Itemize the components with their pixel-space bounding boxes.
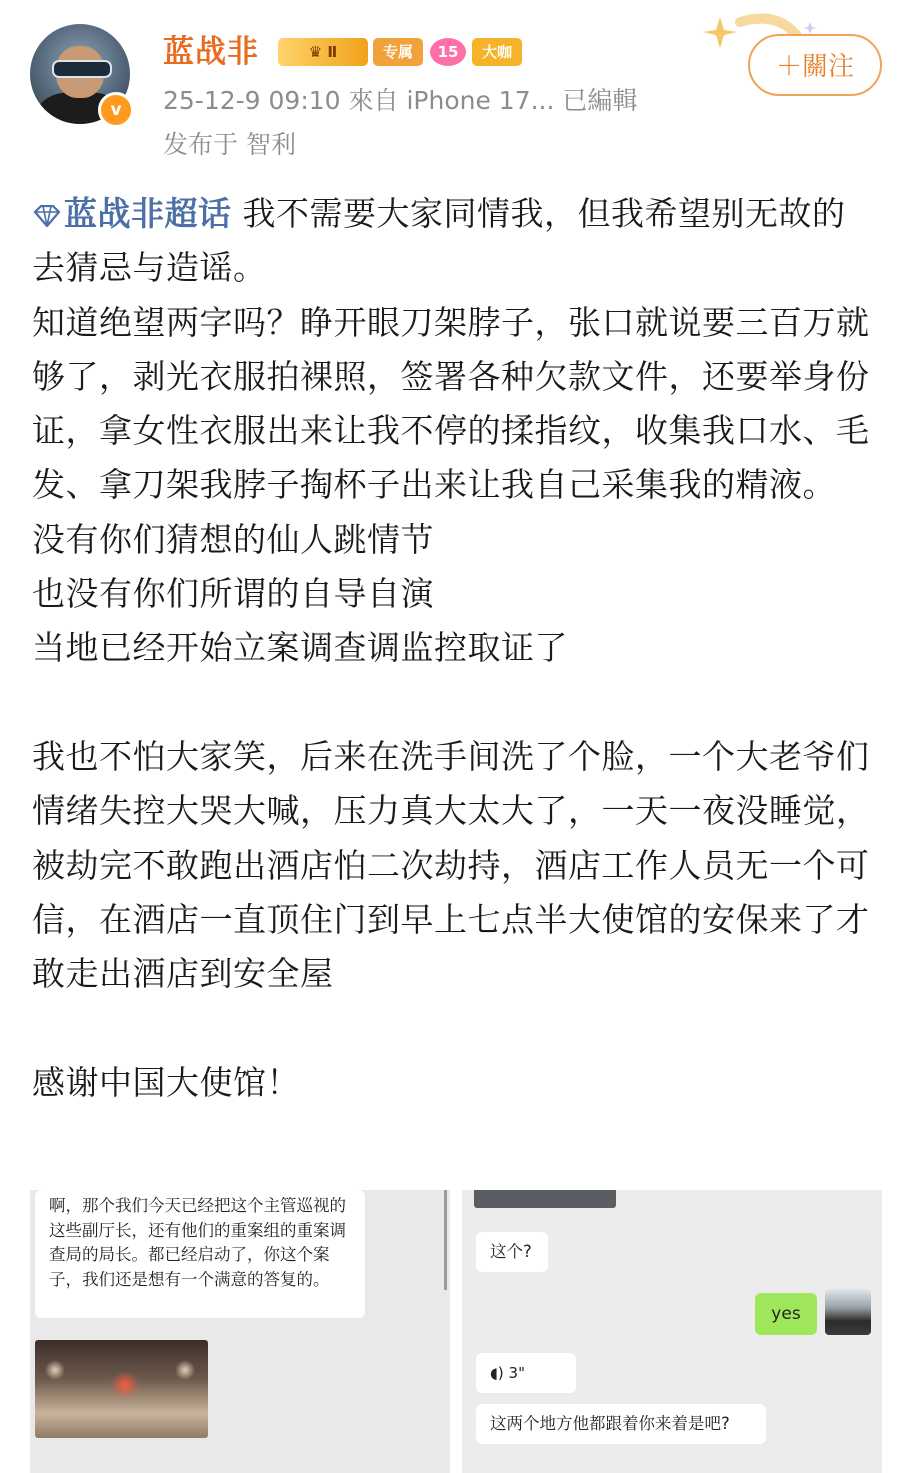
- paragraph-spacer: [32, 676, 872, 730]
- crown-badge: [278, 38, 368, 66]
- paragraph-5: 当地已经开始立案调查调监控取证了: [32, 628, 568, 668]
- paragraph-6: 我也不怕大家笑，后来在洗手间洗了个脸，一个大老爷们情绪失控大哭大喊，压力真大太大了，一天一夜没睡觉，被劫完不敢跑出酒店怕二次劫持，酒店工作人员无一个可信，在酒店一直顶住门到早上七点半大使馆的安保来了才敢走出酒店到安全屋: [32, 736, 870, 994]
- voice-duration: 3": [508, 1364, 525, 1382]
- chat-reply-bubble: yes: [755, 1293, 817, 1335]
- paragraph-spacer: [32, 1001, 872, 1055]
- level-badge: 15: [430, 38, 466, 66]
- author-name[interactable]: 蓝战非: [163, 34, 259, 70]
- topic-tag-label: 蓝战非超话: [64, 194, 232, 233]
- paragraph-7: 感谢中国大使馆！: [32, 1062, 300, 1102]
- post-image-1[interactable]: [30, 1190, 450, 1473]
- paragraph-3: 没有你们猜想的仙人跳情节: [32, 519, 434, 559]
- chat-avatar: [825, 1289, 871, 1335]
- exclusive-badge: 专属: [373, 38, 423, 66]
- follow-button[interactable]: ＋關注: [748, 34, 882, 96]
- paragraph-1-text: 我不需要大家同情我，但我希望别无故的去猜忌与造谣。: [32, 194, 846, 288]
- post-images: [30, 1190, 882, 1473]
- crown-icon: ♛: [308, 43, 323, 61]
- chat-message-bubble: 啊，那个我们今天已经把这个主管巡视的这些副厅长，还有他们的重案组的重案调查局的局长。都已经启动了，你这个案子，我们还是想有一个满意的答复的。: [35, 1190, 365, 1318]
- bigshot-badge: 大咖: [472, 38, 522, 66]
- chat-message-bubble: 这两个地方他都跟着你来着是吧?: [476, 1404, 766, 1444]
- voice-wave-icon: ◖): [490, 1364, 504, 1382]
- chat-photo-thumbnail: [474, 1190, 616, 1208]
- diamond-icon: [32, 205, 62, 227]
- topic-tag-link[interactable]: [32, 194, 232, 233]
- verified-icon: v: [98, 92, 134, 128]
- post-meta: 25-12-9 09:10 來自 iPhone 17... 已編輯: [163, 86, 638, 115]
- post-image-2[interactable]: [462, 1190, 882, 1473]
- chat-message-bubble: 这个?: [476, 1232, 548, 1272]
- voice-message-bubble: [476, 1353, 576, 1393]
- crown-badge-level: Ⅱ: [327, 43, 338, 61]
- post-content: [32, 187, 872, 1110]
- paragraph-1: [32, 187, 872, 296]
- scrollbar: [444, 1190, 447, 1290]
- chat-photo-thumbnail: [35, 1340, 208, 1438]
- paragraph-4: 也没有你们所谓的自导自演: [32, 574, 434, 614]
- paragraph-2: 知道绝望两字吗？睁开眼刀架脖子，张口就说要三百万就够了，剥光衣服拍裸照，签署各种欠款文件，还要举身份证，拿女性衣服出来让我不停的揉指纹，收集我口水、毛发、拿刀架我脖子掏杯子出来让我自己采集我的精液。: [32, 302, 870, 505]
- post-location: 发布于 智利: [163, 130, 296, 159]
- avatar-goggles: [52, 60, 112, 78]
